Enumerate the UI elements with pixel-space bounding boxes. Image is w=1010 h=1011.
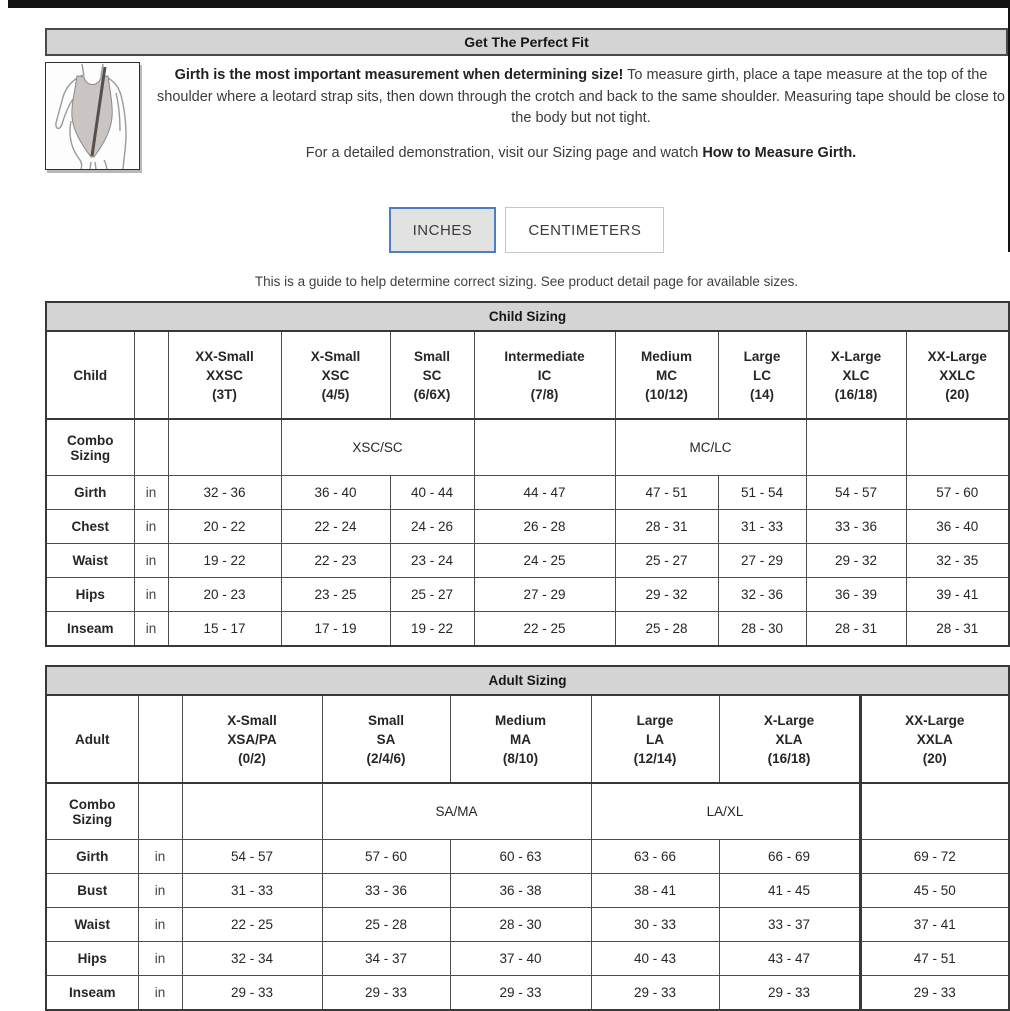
- girth-instructions: [154, 65, 1008, 130]
- adult-measurement-row-label: [46, 908, 138, 942]
- adult-measurement-row: [46, 942, 1009, 976]
- child-size-range-cell-line: 25 - 27: [645, 553, 688, 568]
- child-measurement-row-label: [46, 612, 134, 647]
- adult-size-range-cell-line: 29 - 33: [767, 985, 811, 1000]
- adult-size-range-cell: [322, 942, 450, 976]
- child-size-range-cell-line: 25 - 28: [645, 621, 688, 636]
- child-combo-sizing-cell: [615, 419, 806, 476]
- adult-unit-cell: [138, 908, 182, 942]
- adult-size-range-cell-line: 37 - 40: [499, 951, 542, 966]
- adult-size-range-cell: [182, 942, 322, 976]
- child-combo-row-label: [46, 419, 134, 476]
- child-combo-sizing-cell: [168, 419, 281, 476]
- child-unit-cell: [134, 476, 168, 510]
- adult-size-column-header-line: X-Large: [763, 712, 815, 728]
- child-size-range-cell-line: 44 - 47: [523, 485, 566, 500]
- sizing-guide-page: [45, 28, 1008, 1011]
- child-size-range-cell-line: 33 - 36: [834, 519, 878, 534]
- child-size-range-cell-line: 28 - 31: [834, 621, 878, 636]
- child-size-range-cell: [390, 510, 474, 544]
- child-size-range-cell-line: 36 - 39: [834, 587, 878, 602]
- child-size-column-header-line: XLC: [842, 367, 870, 383]
- child-measurement-row: [46, 612, 1009, 647]
- child-measurement-row-label: [46, 544, 134, 578]
- child-size-range-cell-line: 25 - 27: [410, 587, 454, 602]
- guide-note: This is a guide to help determine correct sizing. See product detail page for available sizes.: [254, 274, 799, 289]
- child-combo-sizing-cell-line: MC/LC: [689, 440, 732, 455]
- adult-size-column-header: [591, 695, 719, 783]
- adult-size-range-cell-line: 41 - 45: [767, 883, 811, 898]
- child-size-range-cell-line: 32 - 35: [936, 553, 979, 568]
- child-size-range-cell: [474, 544, 615, 578]
- child-size-range-cell-line: 17 - 19: [314, 621, 357, 636]
- child-size-column-header-line: LC: [753, 367, 771, 383]
- child-size-column-header-line: (7/8): [530, 386, 559, 402]
- child-measurement-row-label-line: Waist: [72, 553, 108, 568]
- adult-size-range-cell: [591, 942, 719, 976]
- adult-size-column-header-line: XXLA: [916, 731, 953, 747]
- adult-size-range-cell-line: 30 - 33: [633, 917, 677, 932]
- child-size-range-cell: [906, 476, 1009, 510]
- adult-size-range-cell: [719, 942, 860, 976]
- child-size-range-cell-line: 36 - 40: [314, 485, 357, 500]
- child-size-column-header-line: Large: [743, 348, 781, 364]
- child-combo-unit-spacer: [134, 419, 168, 476]
- child-size-range-cell: [168, 578, 281, 612]
- adult-unit-cell-line: in: [154, 917, 166, 932]
- adult-size-range-cell-line: 66 - 69: [767, 849, 811, 864]
- adult-size-range-cell-line: 29 - 33: [499, 985, 542, 1000]
- adult-size-column-header: [450, 695, 591, 783]
- adult-size-column-header-line: XLA: [775, 731, 803, 747]
- child-size-range-cell-line: 26 - 28: [523, 519, 566, 534]
- adult-header-unit-spacer: [138, 695, 182, 783]
- adult-size-column-header: [182, 695, 322, 783]
- adult-size-range-cell-line: 29 - 33: [633, 985, 677, 1000]
- adult-combo-sizing-cell: [591, 783, 860, 840]
- intro-text-column: [140, 62, 1008, 170]
- adult-size-range-cell: [719, 976, 860, 1011]
- adult-size-column-header-line: (16/18): [767, 750, 811, 766]
- adult-size-column-header-line: MA: [510, 731, 531, 747]
- child-measurement-row-label-line: Hips: [75, 587, 105, 602]
- child-size-range-cell: [474, 510, 615, 544]
- adult-combo-sizing-cell: [182, 783, 322, 840]
- adult-measurement-row-label: [46, 942, 138, 976]
- child-size-range-cell: [806, 510, 906, 544]
- child-measurement-row-label: [46, 510, 134, 544]
- child-size-range-cell-line: 31 - 33: [740, 519, 784, 534]
- child-size-range-cell-line: 19 - 22: [203, 553, 246, 568]
- adult-measurement-row-label-line: Girth: [76, 849, 109, 864]
- adult-unit-cell-line: in: [154, 883, 166, 898]
- child-size-range-cell: [806, 578, 906, 612]
- adult-size-range-cell: [450, 874, 591, 908]
- adult-size-range-cell: [182, 840, 322, 874]
- child-size-range-cell-line: 24 - 25: [523, 553, 566, 568]
- adult-size-range-cell-line: 22 - 25: [230, 917, 274, 932]
- child-size-range-cell: [168, 476, 281, 510]
- adult-combo-sizing-cell-line: SA/MA: [435, 804, 478, 819]
- adult-size-range-cell-line: 37 - 41: [913, 917, 956, 932]
- child-size-column-header-line: Intermediate: [504, 348, 585, 364]
- adult-size-range-cell: [860, 840, 1009, 874]
- child-size-column-header-line: XXSC: [206, 367, 243, 383]
- child-size-column-header-line: Small: [413, 348, 451, 364]
- sizing-tables-container: [45, 301, 1008, 1011]
- adult-size-range-cell: [860, 942, 1009, 976]
- child-size-range-cell-line: 39 - 41: [936, 587, 979, 602]
- child-size-column-header-line: XSC: [321, 367, 350, 383]
- child-size-range-cell-line: 32 - 36: [740, 587, 784, 602]
- adult-unit-cell-line: in: [154, 849, 166, 864]
- adult-measurement-row: [46, 976, 1009, 1011]
- adult-size-range-cell-line: 33 - 37: [767, 917, 811, 932]
- child-size-range-cell: [806, 612, 906, 647]
- adult-combo-unit-spacer: [138, 783, 182, 840]
- adult-measurement-row-label-line: Hips: [77, 951, 107, 966]
- child-size-range-cell: [906, 544, 1009, 578]
- child-sizing-title-line: Child Sizing: [488, 309, 567, 324]
- intro-section: [45, 62, 1008, 170]
- adult-sizing-table: [45, 665, 1010, 1011]
- child-sizing-title: [46, 302, 1009, 331]
- child-size-range-cell: [718, 544, 806, 578]
- child-size-column-header: [390, 331, 474, 419]
- child-combo-sizing-cell: [906, 419, 1009, 476]
- child-size-range-cell-line: 24 - 26: [410, 519, 454, 534]
- child-size-range-cell-line: 23 - 24: [410, 553, 454, 568]
- child-size-range-cell-line: 27 - 29: [740, 553, 784, 568]
- child-size-range-cell-line: 28 - 31: [645, 519, 688, 534]
- adult-size-range-cell: [322, 874, 450, 908]
- adult-size-range-cell-line: 40 - 43: [633, 951, 677, 966]
- child-unit-cell-line: in: [145, 553, 157, 568]
- child-sizing-table: [45, 301, 1010, 647]
- child-unit-cell-line: in: [145, 621, 157, 636]
- adult-size-range-cell: [182, 908, 322, 942]
- child-unit-cell-line: in: [145, 587, 157, 602]
- adult-measurement-row-label: [46, 840, 138, 874]
- adult-size-range-cell: [591, 874, 719, 908]
- adult-size-range-cell-line: 47 - 51: [913, 951, 956, 966]
- adult-size-column-header-line: XX-Large: [905, 712, 965, 728]
- child-size-column-header-line: MC: [656, 367, 677, 383]
- how-to-measure-girth-label: How to Measure Girth.: [702, 144, 857, 161]
- adult-row-header-line: Adult: [75, 731, 110, 747]
- child-size-range-cell: [168, 510, 281, 544]
- adult-unit-cell: [138, 874, 182, 908]
- child-measurement-row-label-line: Chest: [71, 519, 109, 534]
- child-row-header: [46, 331, 134, 419]
- child-size-range-cell-line: 32 - 36: [203, 485, 246, 500]
- adult-size-range-cell: [322, 840, 450, 874]
- adult-measurement-row: [46, 874, 1009, 908]
- child-size-column-header-line: (3T): [212, 386, 237, 402]
- child-combo-sizing-cell-line: XSC/SC: [352, 440, 403, 455]
- child-unit-cell-line: in: [145, 485, 157, 500]
- adult-unit-cell: [138, 840, 182, 874]
- adult-size-range-cell: [450, 976, 591, 1011]
- adult-size-column-header-line: (12/14): [633, 750, 677, 766]
- adult-size-range-cell-line: 28 - 30: [499, 917, 542, 932]
- child-unit-cell-line: in: [145, 519, 157, 534]
- adult-size-column-header-line: Small: [367, 712, 405, 728]
- child-header-unit-spacer: [134, 331, 168, 419]
- adult-sizing-title-line: Adult Sizing: [488, 673, 567, 688]
- centimeters-button[interactable]: CENTIMETERS: [505, 207, 664, 253]
- adult-size-range-cell-line: 45 - 50: [913, 883, 956, 898]
- adult-size-column-header-line: Medium: [494, 712, 546, 728]
- child-size-range-cell-line: 29 - 32: [645, 587, 688, 602]
- child-size-column-header: [168, 331, 281, 419]
- child-size-range-cell-line: 51 - 54: [740, 485, 784, 500]
- child-size-column-header: [281, 331, 390, 419]
- child-size-column-header-line: XX-Large: [927, 348, 987, 364]
- child-size-range-cell: [390, 578, 474, 612]
- adult-size-range-cell: [860, 908, 1009, 942]
- child-size-range-cell: [474, 612, 615, 647]
- child-size-column-header: [806, 331, 906, 419]
- adult-size-range-cell-line: 54 - 57: [230, 849, 274, 864]
- child-size-column-header: [906, 331, 1009, 419]
- child-size-column-header-line: Medium: [640, 348, 692, 364]
- adult-unit-cell: [138, 942, 182, 976]
- child-row-header-line: Child: [73, 367, 108, 383]
- leotard-girth-illustration: [45, 62, 140, 170]
- adult-size-range-cell: [719, 874, 860, 908]
- adult-size-range-cell-line: 29 - 33: [913, 985, 956, 1000]
- demo-note: [154, 145, 1008, 161]
- child-size-range-cell: [806, 544, 906, 578]
- child-size-range-cell-line: 29 - 32: [834, 553, 878, 568]
- child-size-range-cell: [390, 476, 474, 510]
- child-size-range-cell-line: 57 - 60: [936, 485, 979, 500]
- adult-measurement-row: [46, 840, 1009, 874]
- adult-measurement-row: [46, 908, 1009, 942]
- child-size-range-cell: [718, 578, 806, 612]
- adult-size-column-header: [719, 695, 860, 783]
- adult-size-column-header: [322, 695, 450, 783]
- adult-size-column-header-line: LA: [646, 731, 664, 747]
- child-size-range-cell: [474, 476, 615, 510]
- child-size-range-cell-line: 27 - 29: [523, 587, 566, 602]
- adult-size-range-cell-line: 38 - 41: [633, 883, 677, 898]
- child-size-range-cell: [390, 544, 474, 578]
- child-size-column-header-line: (20): [945, 386, 970, 402]
- child-size-range-cell: [281, 476, 390, 510]
- child-size-column-header: [615, 331, 718, 419]
- adult-combo-row-label: [46, 783, 138, 840]
- child-size-range-cell-line: 22 - 24: [314, 519, 357, 534]
- child-size-range-cell-line: 20 - 23: [203, 587, 246, 602]
- adult-size-range-cell: [860, 874, 1009, 908]
- adult-unit-cell: [138, 976, 182, 1011]
- child-combo-row-label-line: Combo: [67, 432, 114, 448]
- child-size-range-cell: [615, 476, 718, 510]
- child-size-range-cell-line: 22 - 25: [523, 621, 566, 636]
- child-measurement-row: [46, 578, 1009, 612]
- adult-size-column-header-line: (20): [922, 750, 947, 766]
- window-top-edge-bar: [8, 0, 1010, 8]
- adult-combo-sizing-cell-line: LA/XL: [706, 804, 744, 819]
- page-title-bar: [45, 28, 1008, 56]
- child-size-range-cell: [615, 612, 718, 647]
- adult-measurement-row-label-line: Waist: [74, 917, 110, 932]
- adult-size-range-cell-line: 63 - 66: [633, 849, 677, 864]
- adult-size-range-cell-line: 36 - 38: [499, 883, 542, 898]
- child-size-range-cell: [718, 612, 806, 647]
- adult-combo-sizing-cell: [322, 783, 591, 840]
- adult-measurement-row-label: [46, 976, 138, 1011]
- leotard-girth-icon: [46, 63, 139, 169]
- child-size-range-cell-line: 15 - 17: [203, 621, 246, 636]
- adult-size-column-header-line: Large: [636, 712, 674, 728]
- child-size-range-cell: [615, 544, 718, 578]
- adult-size-range-cell: [450, 840, 591, 874]
- unit-toggle: [45, 207, 1008, 253]
- child-size-range-cell: [281, 510, 390, 544]
- child-size-column-header-line: (14): [749, 386, 774, 402]
- child-unit-cell: [134, 612, 168, 647]
- inches-button[interactable]: INCHES: [389, 207, 497, 253]
- adult-size-range-cell-line: 29 - 33: [364, 985, 408, 1000]
- adult-size-range-cell: [322, 976, 450, 1011]
- child-measurement-row: [46, 476, 1009, 510]
- child-size-range-cell: [168, 612, 281, 647]
- child-size-column-header: [474, 331, 615, 419]
- adult-size-column-header-line: X-Small: [227, 712, 277, 728]
- adult-size-range-cell: [860, 976, 1009, 1011]
- demo-note-text: For a detailed demonstration, visit our Sizing page and watch: [305, 144, 703, 161]
- child-measurement-row: [46, 510, 1009, 544]
- child-size-range-cell-line: 22 - 23: [314, 553, 357, 568]
- adult-unit-cell-line: in: [154, 951, 166, 966]
- child-size-column-header-line: XX-Small: [195, 348, 254, 364]
- child-size-range-cell: [906, 612, 1009, 647]
- child-size-range-cell-line: 20 - 22: [203, 519, 246, 534]
- child-size-range-cell: [906, 578, 1009, 612]
- adult-size-column-header: [860, 695, 1009, 783]
- child-size-column-header-line: (4/5): [321, 386, 350, 402]
- adult-size-range-cell-line: 43 - 47: [767, 951, 811, 966]
- child-size-column-header-line: (10/12): [645, 386, 688, 402]
- girth-instructions-lead: Girth is the most important measurement when determining size!: [174, 67, 624, 83]
- child-combo-sizing-cell: [281, 419, 474, 476]
- child-size-column-header-line: XXLC: [939, 367, 976, 383]
- child-size-column-header-line: X-Small: [310, 348, 361, 364]
- adult-size-range-cell: [450, 942, 591, 976]
- adult-size-range-cell: [182, 874, 322, 908]
- adult-size-range-cell-line: 25 - 28: [364, 917, 408, 932]
- child-size-column-header-line: X-Large: [830, 348, 882, 364]
- child-size-column-header: [718, 331, 806, 419]
- child-measurement-row: [46, 544, 1009, 578]
- adult-size-range-cell: [450, 908, 591, 942]
- child-unit-cell: [134, 544, 168, 578]
- child-unit-cell: [134, 578, 168, 612]
- child-measurement-row-label-line: Girth: [74, 485, 107, 500]
- child-size-range-cell: [718, 510, 806, 544]
- adult-sizing-title: [46, 666, 1009, 695]
- child-size-column-header-line: SC: [422, 367, 442, 383]
- adult-size-range-cell-line: 31 - 33: [230, 883, 274, 898]
- child-size-range-cell: [474, 578, 615, 612]
- adult-size-range-cell-line: 29 - 33: [230, 985, 274, 1000]
- child-size-range-cell-line: 47 - 51: [645, 485, 688, 500]
- child-size-range-cell: [168, 544, 281, 578]
- adult-size-range-cell-line: 57 - 60: [364, 849, 408, 864]
- adult-size-range-cell-line: 60 - 63: [499, 849, 542, 864]
- adult-measurement-row-label-line: Inseam: [68, 985, 116, 1000]
- adult-measurement-row-label: [46, 874, 138, 908]
- child-size-range-cell: [281, 544, 390, 578]
- adult-size-range-cell-line: 33 - 36: [364, 883, 408, 898]
- child-size-range-cell: [281, 578, 390, 612]
- adult-unit-cell-line: in: [154, 985, 166, 1000]
- adult-size-column-header-line: XSA/PA: [227, 731, 277, 747]
- child-size-range-cell-line: 23 - 25: [314, 587, 357, 602]
- adult-combo-row-label-line: Combo: [69, 796, 116, 812]
- child-size-range-cell-line: 54 - 57: [834, 485, 878, 500]
- adult-size-column-header-line: (2/4/6): [366, 750, 406, 766]
- child-size-range-cell: [615, 578, 718, 612]
- adult-size-range-cell-line: 34 - 37: [364, 951, 408, 966]
- child-measurement-row-label-line: Inseam: [66, 621, 114, 636]
- page-title: Get The Perfect Fit: [464, 34, 589, 50]
- adult-size-range-cell: [719, 908, 860, 942]
- adult-size-range-cell: [591, 840, 719, 874]
- child-size-range-cell-line: 28 - 31: [936, 621, 979, 636]
- girth-instructions-body: To measure girth, place a tape measure at the top of the shoulder where a leotard strap sits, then down through the crotch and back to the same shoulder. Measuring tape should be close to the body but not tight.: [157, 67, 1005, 126]
- child-size-range-cell: [615, 510, 718, 544]
- child-size-range-cell-line: 36 - 40: [936, 519, 979, 534]
- child-size-range-cell: [718, 476, 806, 510]
- adult-size-column-header-line: (8/10): [502, 750, 539, 766]
- child-measurement-row-label: [46, 476, 134, 510]
- child-size-column-header-line: IC: [537, 367, 552, 383]
- adult-size-range-cell: [182, 976, 322, 1011]
- adult-size-column-header-line: SA: [376, 731, 396, 747]
- adult-size-column-header-line: (0/2): [238, 750, 266, 766]
- child-size-range-cell-line: 40 - 44: [410, 485, 454, 500]
- child-combo-sizing-cell: [474, 419, 615, 476]
- child-size-range-cell-line: 19 - 22: [410, 621, 454, 636]
- adult-size-range-cell: [322, 908, 450, 942]
- child-size-column-header-line: (6/6X): [413, 386, 451, 402]
- child-measurement-row-label: [46, 578, 134, 612]
- child-size-column-header-line: (16/18): [834, 386, 878, 402]
- adult-combo-sizing-cell: [860, 783, 1009, 840]
- child-size-range-cell: [806, 476, 906, 510]
- adult-size-range-cell: [591, 976, 719, 1011]
- child-size-range-cell-line: 28 - 30: [740, 621, 784, 636]
- adult-measurement-row-label-line: Bust: [77, 883, 108, 898]
- adult-combo-row-label-line: Sizing: [72, 811, 113, 827]
- child-size-range-cell: [390, 612, 474, 647]
- child-combo-sizing-cell: [806, 419, 906, 476]
- adult-row-header: [46, 695, 138, 783]
- adult-size-range-cell: [719, 840, 860, 874]
- adult-size-range-cell: [591, 908, 719, 942]
- adult-size-range-cell-line: 32 - 34: [230, 951, 274, 966]
- child-combo-row-label-line: Sizing: [70, 447, 111, 463]
- child-size-range-cell: [906, 510, 1009, 544]
- child-unit-cell: [134, 510, 168, 544]
- adult-size-range-cell-line: 69 - 72: [913, 849, 956, 864]
- child-size-range-cell: [281, 612, 390, 647]
